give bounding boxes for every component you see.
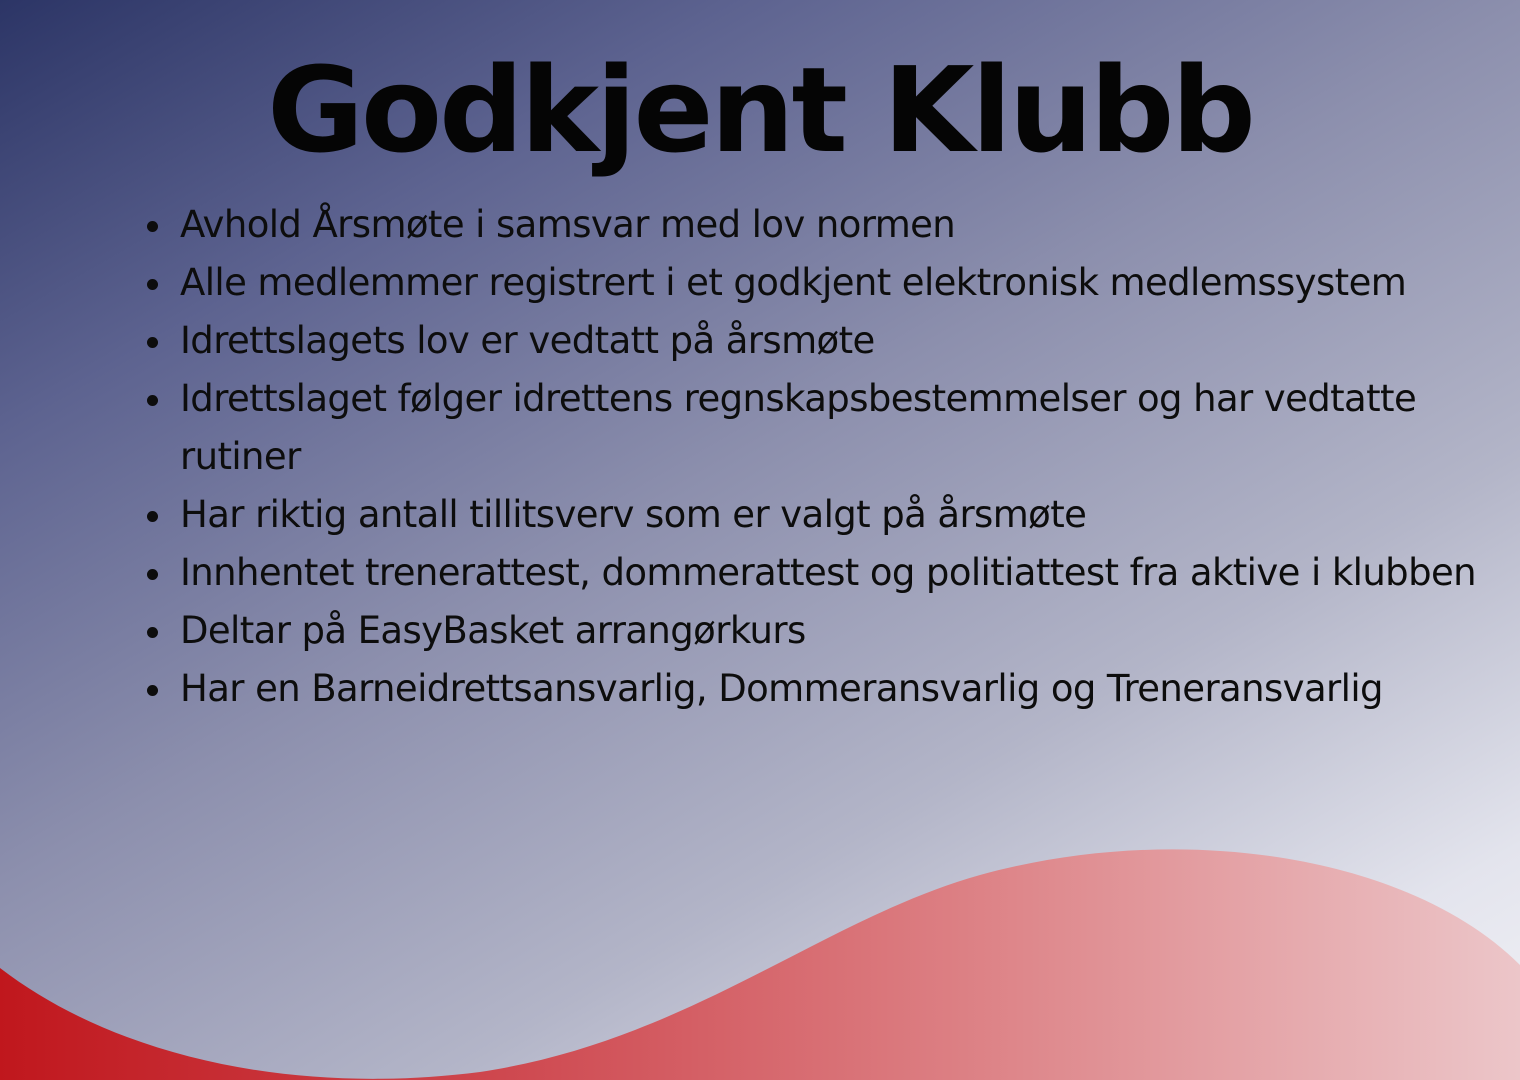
list-item: Idrettslaget følger idrettens regnskapsbestemmelser og har vedtatte rutiner (180, 370, 1480, 486)
list-item: Alle medlemmer registrert i et godkjent elektronisk medlemssystem (180, 254, 1480, 312)
list-item: Deltar på EasyBasket arrangørkurs (180, 602, 1480, 660)
page-title: Godkjent Klubb (267, 41, 1253, 179)
requirements-list (180, 196, 1480, 718)
list-item: Har en Barneidrettsansvarlig, Dommeransvarlig og Treneransvarlig (180, 660, 1480, 718)
list-item: Idrettslagets lov er vedtatt på årsmøte (180, 312, 1480, 370)
list-item: Har riktig antall tillitsverv som er valgt på årsmøte (180, 486, 1480, 544)
list-item: Avhold Årsmøte i samsvar med lov normen (180, 196, 1480, 254)
list-item: Innhentet trenerattest, dommerattest og politiattest fra aktive i klubben (180, 544, 1480, 602)
